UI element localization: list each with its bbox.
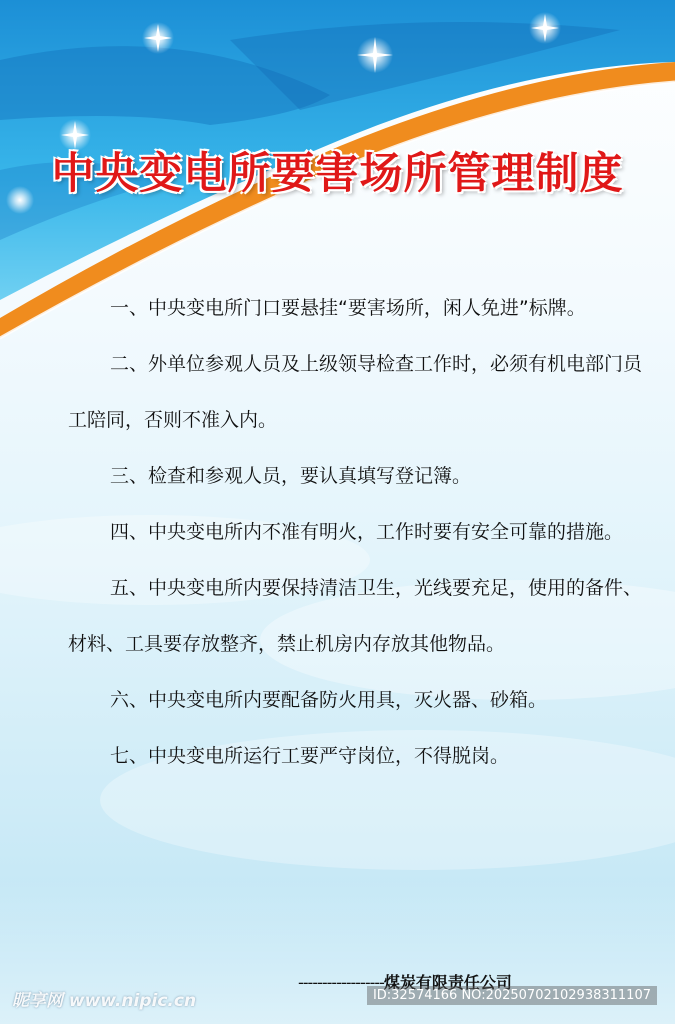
rule-item: 三、检查和参观人员，要认真填写登记簿。 bbox=[110, 465, 472, 487]
watermark-id: ID:32574166 NO:20250702102938311107 bbox=[367, 986, 657, 1005]
rule-item: 二、外单位参观人员及上级领导检查工作时，必须有机电部门员工陪同，否则不准入内。 bbox=[68, 353, 643, 431]
rule-item: 六、中央变电所内要配备防火用具，灭火器、砂箱。 bbox=[110, 689, 548, 711]
rule-item: 七、中央变电所运行工要严守岗位，不得脱岗。 bbox=[110, 745, 510, 767]
rule-item: 四、中央变电所内不准有明火，工作时要有安全可靠的措施。 bbox=[110, 521, 624, 543]
watermark-site: 昵享网 www.nipic.cn bbox=[12, 991, 197, 1011]
rules-list bbox=[68, 280, 642, 784]
signature-dashes: ------------------ bbox=[298, 973, 384, 992]
rule-item: 五、中央变电所内要保持清洁卫生，光线要充足，使用的备件、材料、工具要存放整齐，禁止机房内存放其他物品。 bbox=[68, 577, 643, 655]
company-name: 煤炭有限责任公司 bbox=[383, 973, 512, 992]
page-title: 中央变电所要害场所管理制度 bbox=[51, 149, 624, 199]
rule-item: 一、中央变电所门口要悬挂“要害场所，闲人免进”标牌。 bbox=[110, 297, 586, 319]
